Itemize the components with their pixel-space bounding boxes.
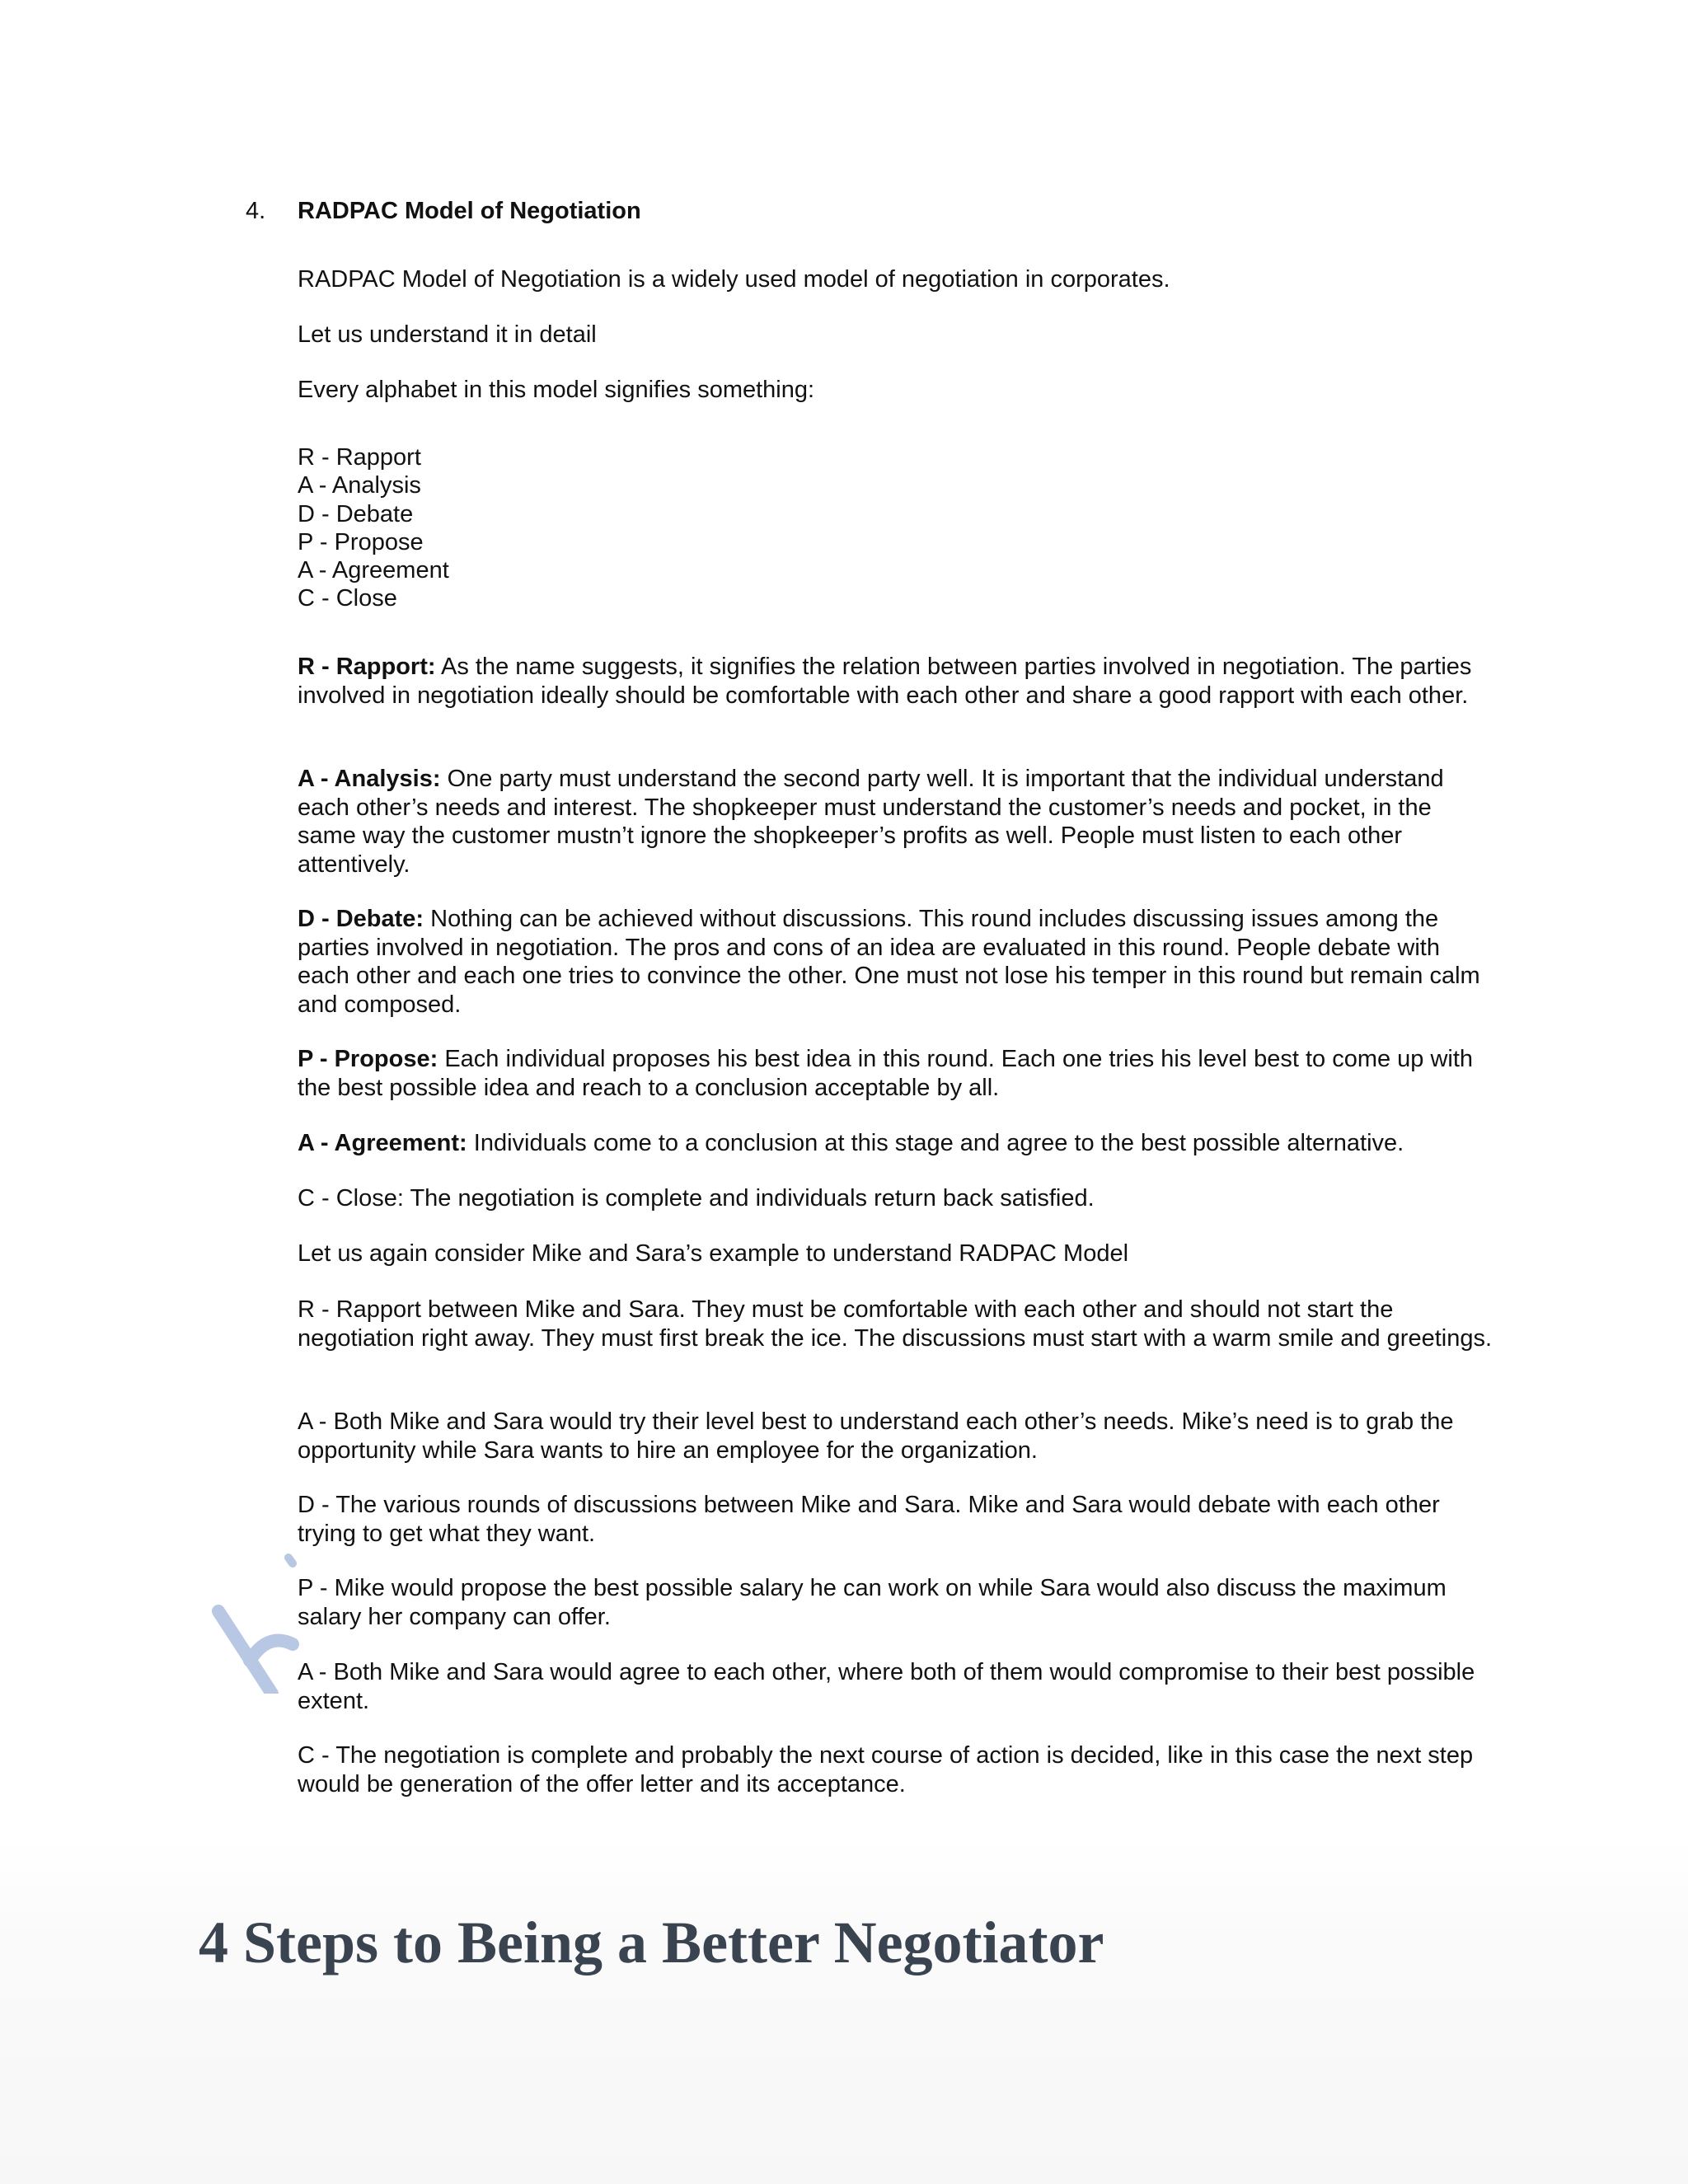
definition-term: A - Analysis: [298, 766, 441, 792]
acronym-item: D - Debate [298, 500, 414, 527]
example-debate: D - The various rounds of discussions between Mike and Sara. Mike and Sara would debate with each other trying to get what they want. [298, 1492, 1440, 1547]
watermark-logo-fragment [210, 1554, 309, 1694]
definition-debate [298, 905, 1493, 1019]
definition-rapport [298, 653, 1493, 710]
definition-text: Nothing can be achieved without discussions. This round includes discussing issues among the parties involved in negotiation. The pros and cons of an idea are evaluated in this round. People debate with each other and each one tries to convince the other. One must not lose his temper in this round but remain calm and composed. [298, 906, 1480, 1018]
page-background-shade [0, 1838, 1688, 2184]
definition-propose [298, 1045, 1493, 1102]
acronym-item: A - Agreement [298, 557, 449, 584]
example-agreement: A - Both Mike and Sara would agree to each other, where both of them would compromise to their best possible extent. [298, 1659, 1475, 1714]
definition-close: C - Close: The negotiation is complete and individuals return back satisfied. [298, 1185, 1095, 1212]
intro-paragraph-2: Let us understand it in detail [298, 321, 597, 348]
example-close: C - The negotiation is complete and probably the next course of action is decided, like in this case the next step would be generation of the offer letter and its acceptance. [298, 1742, 1474, 1797]
definition-agreement [298, 1129, 1493, 1158]
example-propose: P - Mike would propose the best possible salary he can work on while Sara would also discuss the maximum salary her company can offer. [298, 1575, 1447, 1630]
definition-term: R - Rapport: [298, 654, 436, 680]
acronym-item: P - Propose [298, 528, 424, 555]
definition-text: Each individual proposes his best idea in this round. Each one tries his level best to come up with the best possible idea and reach to a conclusion acceptable by all. [298, 1046, 1474, 1101]
definition-text: As the name suggests, it signifies the relation between parties involved in negotiation. The parties involved in negotiation ideally should be comfortable with each other and share a good rapport with each other. [298, 654, 1472, 709]
definition-analysis [298, 765, 1493, 879]
acronym-item: C - Close [298, 585, 397, 612]
intro-paragraph-1: RADPAC Model of Negotiation is a widely used model of negotiation in corporates. [298, 266, 1170, 293]
definition-term: A - Agreement: [298, 1130, 467, 1156]
section-title: RADPAC Model of Negotiation [298, 198, 641, 224]
section-number: 4. [246, 198, 266, 224]
example-intro: Let us again consider Mike and Sara’s example to understand RADPAC Model [298, 1240, 1129, 1267]
example-rapport: R - Rapport between Mike and Sara. They must be comfortable with each other and should not start the negotiation right away. They must first break the ice. The discussions must start with a warm smile and greetings. [298, 1296, 1493, 1352]
definition-term: D - Debate: [298, 906, 424, 932]
acronym-item: R - Rapport [298, 444, 421, 471]
acronym-item: A - Analysis [298, 472, 421, 499]
definition-term: P - Propose: [298, 1046, 438, 1072]
definition-text: One party must understand the second party well. It is important that the individual understand each other’s needs and interest. The shopkeeper must understand the customer’s needs and pocket, in the same way the customer mustn’t ignore the shopkeeper’s profits as well. People must listen to each other attentively. [298, 766, 1444, 878]
example-analysis: A - Both Mike and Sara would try their level best to understand each other’s needs. Mike’s need is to grab the opportunity while Sara wants to hire an employee for the organization. [298, 1408, 1454, 1464]
page-heading: 4 Steps to Being a Better Negotiator [199, 1910, 1104, 1975]
definition-text: Individuals come to a conclusion at this stage and agree to the best possible alternative. [467, 1130, 1404, 1156]
intro-paragraph-3: Every alphabet in this model signifies something: [298, 377, 815, 403]
acronym-list [298, 443, 1493, 613]
